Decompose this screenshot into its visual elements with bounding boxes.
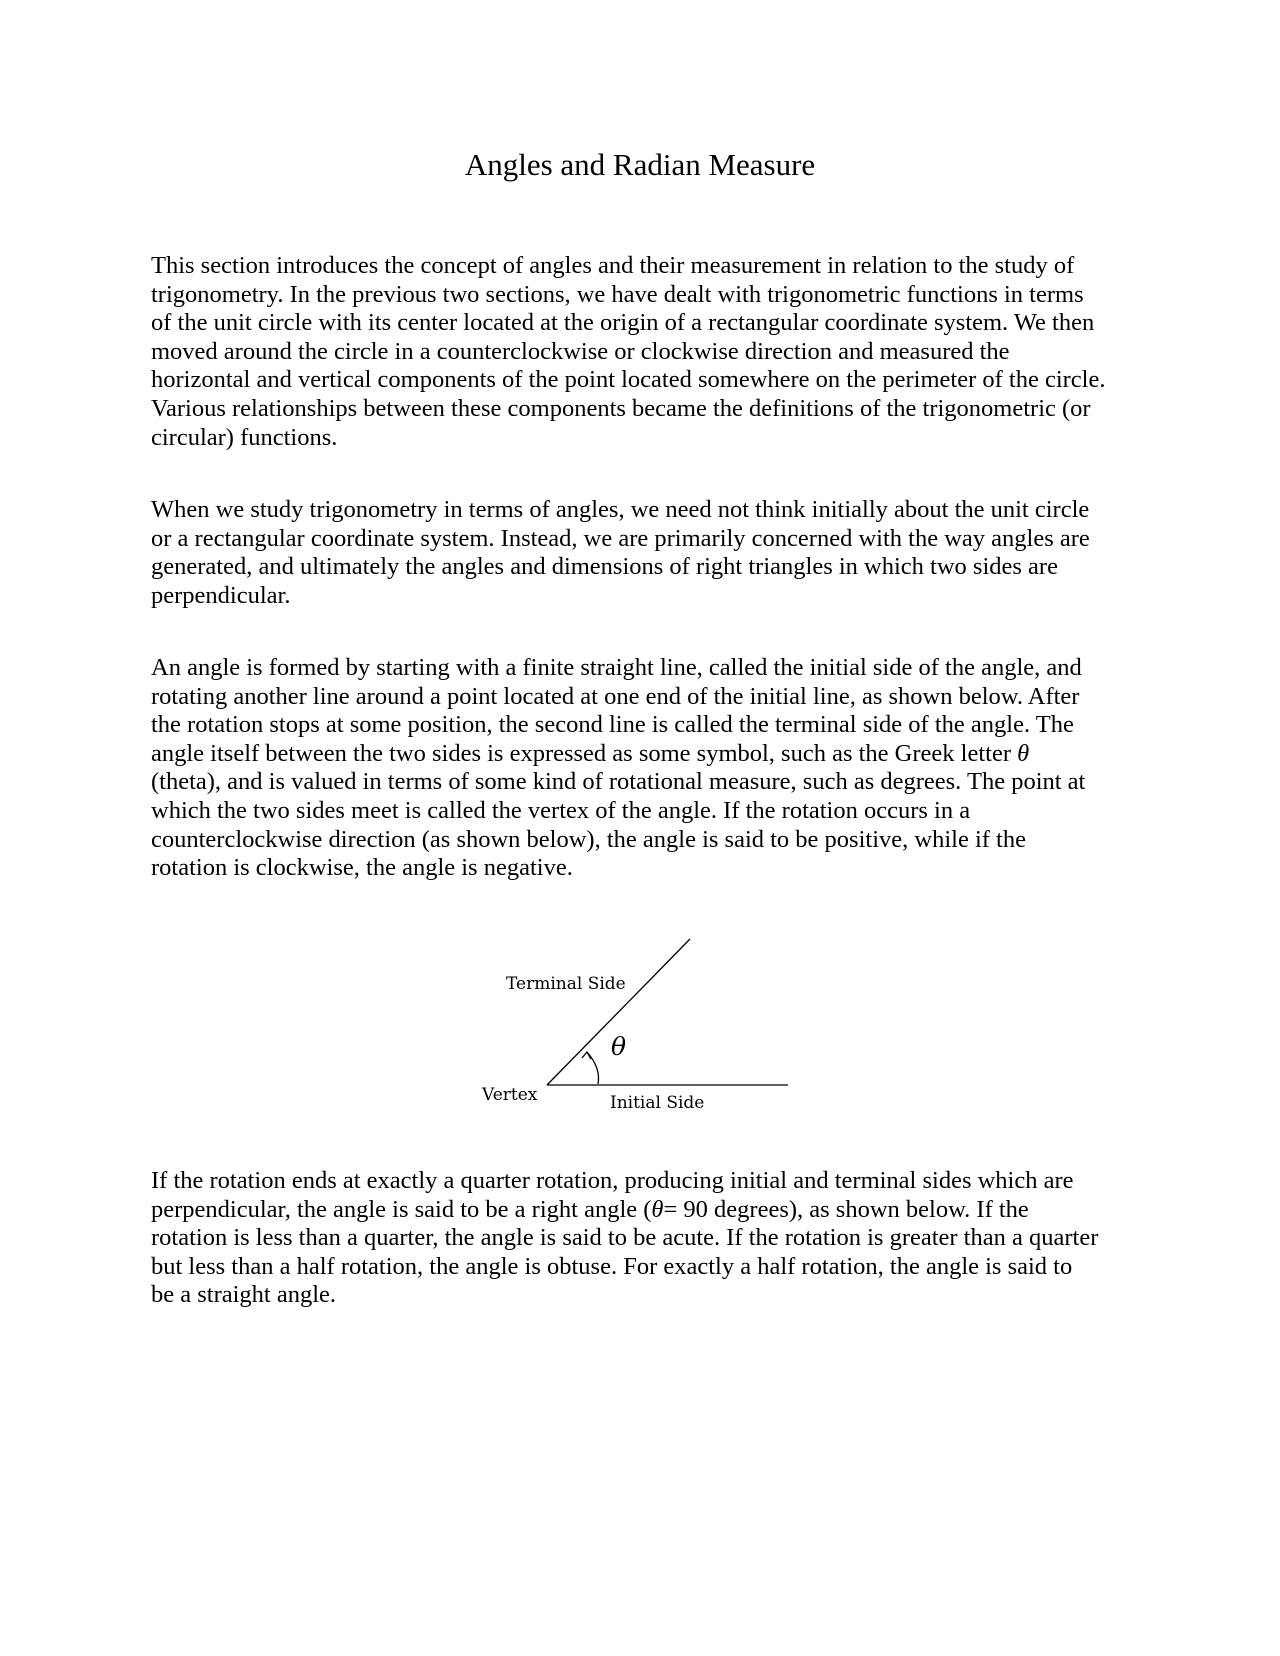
text-line: horizontal and vertical components of the point located somewhere on the perimeter of the circle. [151, 366, 1106, 394]
terminal-side-label: Terminal Side [506, 974, 626, 994]
theta-symbol: θ [651, 1195, 664, 1223]
text-line: be a straight angle. [151, 1281, 337, 1309]
text-line: rotating another line around a point located at one end of the initial line, as shown below. After [151, 682, 1080, 710]
text-line: circular) functions. [151, 423, 338, 451]
text-line: generated, and ultimately the angles and dimensions of right triangles in which two sides are [151, 553, 1058, 581]
text-segment: perpendicular, the angle is said to be a right angle ( [151, 1195, 652, 1223]
text-segment: = 90 degrees), as shown below. If the [663, 1195, 1029, 1223]
paragraph-intro [151, 252, 1141, 452]
paragraph-angles-study [151, 496, 1141, 610]
text-line: or a rectangular coordinate system. Instead, we are primarily concerned with the way angles are [151, 524, 1090, 552]
initial-side-label: Initial Side [610, 1093, 705, 1113]
text-line: trigonometry. In the previous two sections, we have dealt with trigonometric functions in terms [151, 280, 1084, 308]
text-line: An angle is formed by starting with a finite straight line, called the initial side of the angle, and [151, 654, 1082, 681]
text-line: counterclockwise direction (as shown below), the angle is said to be positive, while if the [151, 825, 1026, 853]
text-line: of the unit circle with its center located at the origin of a rectangular coordinate system. We then [151, 309, 1095, 337]
text-line-with-theta [151, 740, 1141, 769]
rotation-arc [587, 1052, 599, 1084]
text-line: moved around the circle in a counterclockwise or clockwise direction and measured the [151, 337, 1010, 365]
text-line: Various relationships between these components became the definitions of the trigonometric (or [151, 394, 1091, 422]
text-line: (theta), and is valued in terms of some kind of rotational measure, such as degrees. The point at [151, 768, 1086, 796]
text-line: perpendicular. [151, 581, 291, 609]
text-line: If the rotation ends at exactly a quarter rotation, producing initial and terminal sides which are [151, 1167, 1074, 1194]
text-line: This section introduces the concept of angles and their measurement in relation to the study of [151, 252, 1075, 279]
text-segment: angle itself between the two sides is expressed as some symbol, such as the Greek letter [151, 739, 1018, 767]
text-line: rotation is less than a quarter, the angle is said to be acute. If the rotation is greater than a quarter [151, 1224, 1099, 1252]
angle-diagram [470, 930, 800, 1120]
paragraph-angle-types [151, 1167, 1141, 1310]
theta-symbol: θ [1017, 739, 1030, 767]
paragraph-angle-definition [151, 654, 1141, 883]
text-line: rotation is clockwise, the angle is negative. [151, 854, 573, 882]
vertex-label: Vertex [482, 1085, 538, 1105]
text-line: but less than a half rotation, the angle is obtuse. For exactly a half rotation, the angle is said to [151, 1252, 1073, 1280]
theta-label: θ [611, 1032, 627, 1061]
text-line: When we study trigonometry in terms of angles, we need not think initially about the unit circle [151, 496, 1090, 523]
text-line: which the two sides meet is called the vertex of the angle. If the rotation occurs in a [151, 796, 971, 824]
text-line: the rotation stops at some position, the second line is called the terminal side of the angle. The [151, 711, 1074, 739]
text-line-with-theta [151, 1196, 1141, 1225]
terminal-side-line [547, 939, 690, 1085]
page-title: Angles and Radian Measure [464, 147, 816, 182]
rotation-arrowhead-icon [582, 1052, 591, 1059]
